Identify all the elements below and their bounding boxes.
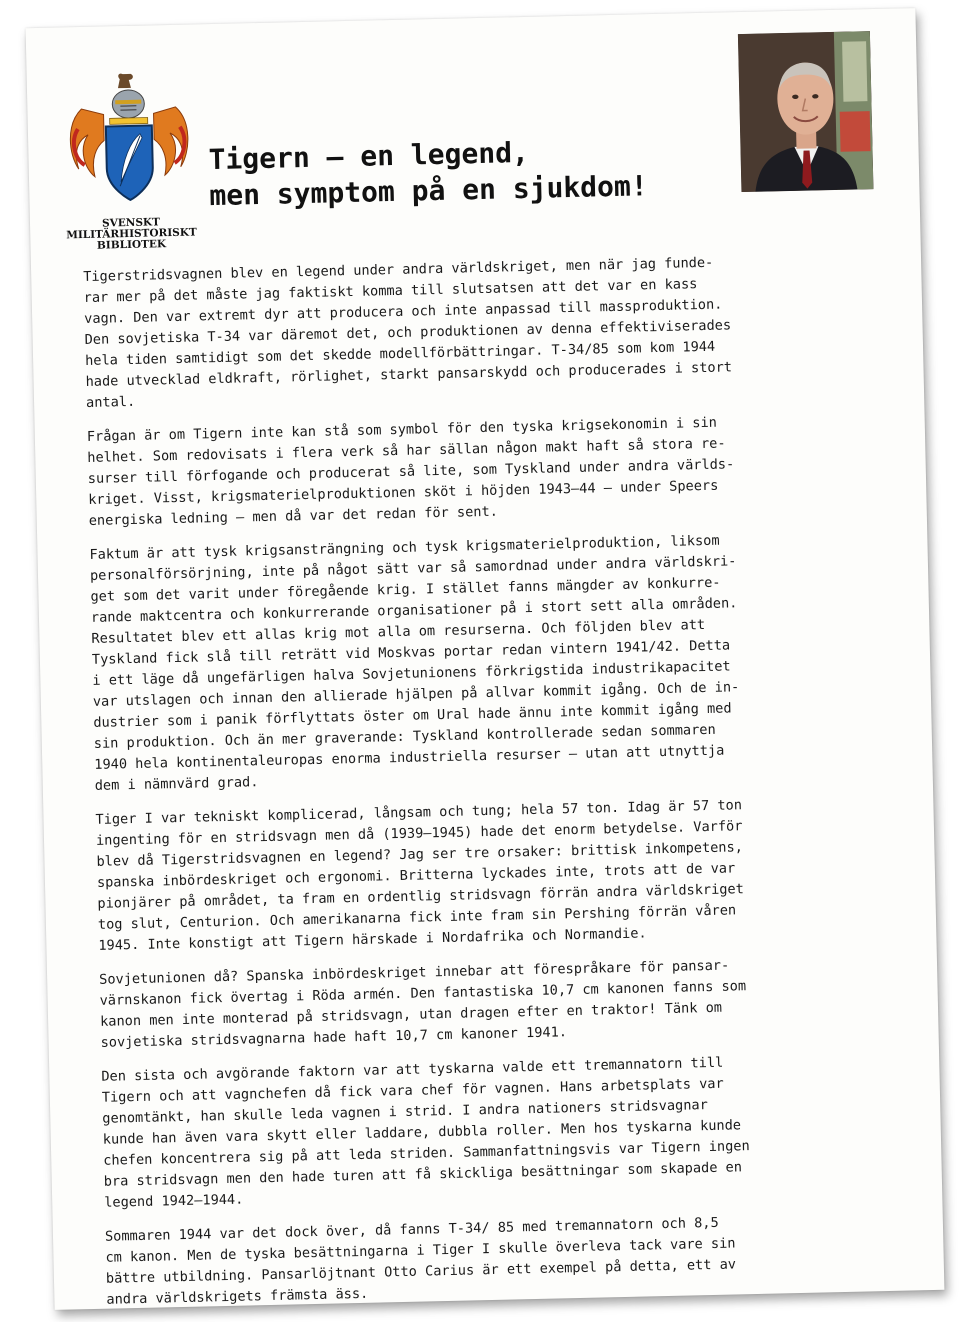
paper-sheet: [26, 8, 945, 1310]
paragraph-2: Frågan är om Tigern inte kan stå som symbol för den tyska krigsekonomin i sin helhet. Som redovisats i flera verk så har sällan någon makt haft så stora re- surser till förfogande och producerat så lite, som Tyskland under andra världs- kriget. Visst, krigsmaterielproduktionen sköt i höjden 1943–44 – under Speers energiska ledning – men då var det redan för sent.: [86, 414, 735, 529]
title-line-2: men symptom på en sjukdom!: [209, 169, 648, 213]
library-name: [66, 216, 197, 252]
article-body: [83, 249, 897, 1322]
library-name-line-3: BIBLIOTEK: [96, 238, 167, 252]
title-line-1: Tigern – en legend,: [208, 135, 530, 177]
paragraph-5: Sovjetunionen då? Spanska inbördeskriget innebar att förespråkare för pansar- värnskanon fick övertag i Röda armén. Den fantastiska 10,7 cm kanonen fanns som kanon men inte monterad på stridsvagn, utan dragen efter en traktor! Tänk om sovjetiska stridsvagnarna hade haft 10,7 cm kanoner 1941.: [98, 957, 747, 1051]
library-coat-of-arms: [63, 66, 197, 252]
paragraph-3: Faktum är att tysk krigsansträngning och tysk krigsmaterielproduktion, liksom personalförsörjning, inte på något sätt var så samordnad under andra världskri- get som det varit under föregående krig. I stället fanns mängder av konkurre- rande maktcentra och konkurrerande organisationer på i stort sett alla områden. Resultatet blev ett allas krig mot alla om resurserna. Och följden blev att Tyskland fick slå till reträtt vid Moskvas portar redan vintern 1941/42. Detta i ett läge då ungefärligen halva Sovjetunionens förkrigstida industrikapacitet var utslagen och innan den allierade hjälpen på allvar kommit igång. Och de in- dustrier som i panik förflyttats öster om Ural hade ännu inte kommit igång med sin produktion. Och än mer graverande: Tyskland kontrollerade sedan sommaren 1940 hela kontinentaleuropas enorma industriella resurser – utan att utnyttja dem i nämnvärd grad.: [89, 532, 740, 794]
paragraph-4: Tiger I var tekniskt komplicerad, långsam och tung; hela 57 ton. Idag är 57 ton ingenting för en stridsvagn men då (1939–1945) hade det enorm betydelse. Varför blev då Tigerstridsvagnen en legend? Jag ser tre orsaker: brittisk inkompetens, spanska inbördeskriget och ergonomi. Britterna lyckades inte, trots att de var pionjärer på området, ta fram en ordentlig stridsvagn förrän andra världskriget tog slut, Centurion. Och amerikanarna fick inte fram sin Pershing förrän våren 1945. Inte konstigt att Tigern härskade i Nordafrika och Normandie.: [95, 797, 745, 954]
coat-of-arms-icon: [63, 66, 196, 219]
paragraph-7: Sommaren 1944 var det dock över, då fanns T-34/ 85 med tremannatorn och 8,5 cm kanon. Men de tyska besättningarna i Tiger I skulle överleva tack vare sin bättre utbildning. Pansarlöjtnant Otto Carius är ett exempel på detta, ett av andra världskrigets främsta äss.: [104, 1214, 737, 1308]
library-name-line-2: MILITÄRHISTORISKT: [66, 226, 197, 242]
library-name-line-1: SVENSKT: [101, 216, 161, 230]
paragraph-6: Den sista och avgörande faktorn var att tyskarna valde ett tremannatorn till Tigern och att vagnchefen då fick vara chef för vagnen. Hans arbetsplats var genomtänkt, han skulle leda vagnen i strid. I andra nationers stridsvagnar kunde han även vara skytt eller laddare, dubbla roller. Men hos tyskarna kunde chefen koncentrera sig på att leda striden. Sammanfattningsvis var Tigern ingen bra stridsvagn men den hade turen att få skickliga besättningar som skapade en legend 1942–1944.: [101, 1054, 750, 1211]
paragraph-1: Tigerstridsvagnen blev en legend under andra världskriget, men när jag funde- rar mer på det måste jag faktiskt komma till slutsatsen att det var en kass vagn. Den var extremt dyr att producera och inte anpassad till massproduktion. Den sovjetiska T-34 var däremot det, och produktionen av denna effektiviserades hela tiden samtidigt som det skedde modellförbättringar. T-34/85 som kom 1944 hade utvecklad eldkraft, rörlighet, starkt pansarskydd och producerades i stort antal.: [83, 254, 733, 411]
author-photo-image: [738, 31, 874, 192]
article-title: [208, 132, 648, 214]
author-portrait: [738, 31, 874, 192]
